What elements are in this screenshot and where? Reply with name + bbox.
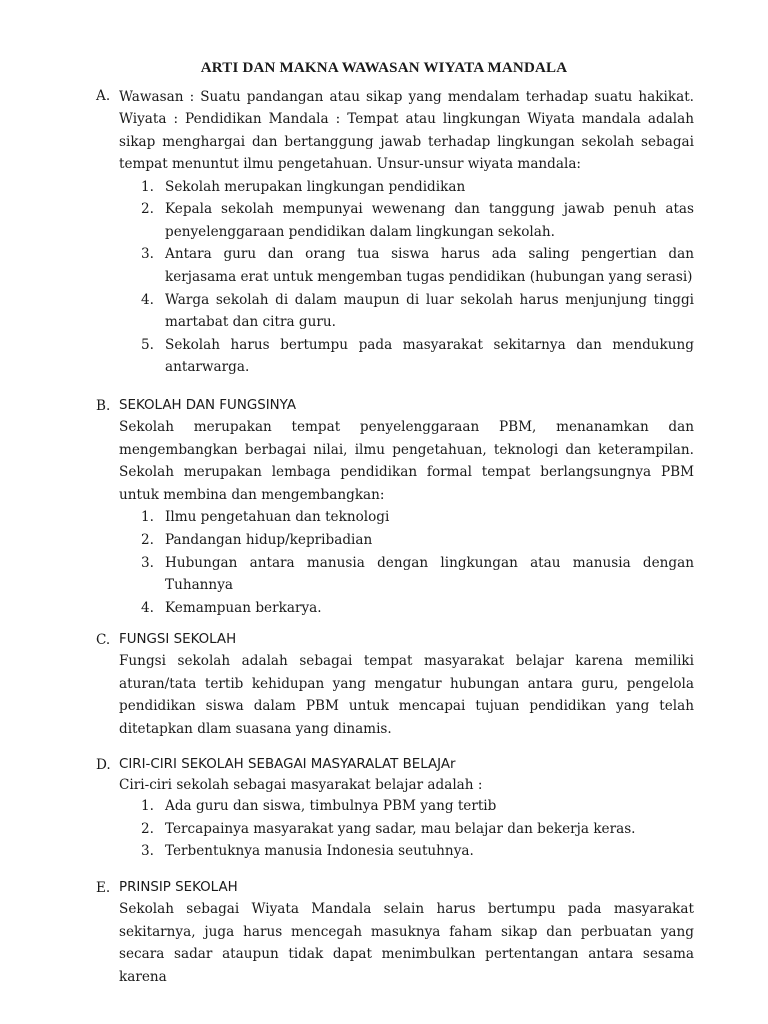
section-c: [96, 630, 694, 740]
list-item: [141, 176, 694, 199]
list-item: [141, 506, 694, 529]
list-item-number: 3.: [141, 843, 154, 860]
list-item-text: Warga sekolah di dalam maupun di luar sekolah harus menjunjung tinggi martabat dan citra guru.: [165, 291, 694, 331]
list-item-text: Hubungan antara manusia dengan lingkungan atau manusia dengan Tuhannya: [165, 554, 694, 594]
section-c-heading: FUNGSI SEKOLAH: [119, 632, 237, 647]
list-item-text: Tercapainya masyarakat yang sadar, mau belajar dan bekerja keras.: [165, 820, 636, 837]
list-item-text: Kepala sekolah mempunyai wewenang dan tanggung jawab penuh atas penyelenggaraan pendidikan dalam lingkungan sekolah.: [165, 201, 694, 240]
list-item-text: Sekolah harus bertumpu pada masyarakat sekitarnya dan mendukung antarwarga.: [165, 336, 694, 376]
list-item: [141, 795, 694, 818]
section-e-heading: PRINSIP SEKOLAH: [119, 880, 238, 895]
section-b-list: [96, 506, 694, 619]
list-item-text: Pandangan hidup/kepribadian: [165, 531, 373, 548]
list-item-number: 1.: [141, 798, 154, 814]
list-item-number: 3.: [141, 246, 154, 263]
list-item: [141, 198, 694, 243]
list-item: [141, 818, 694, 841]
section-a-intro: Wawasan : Suatu pandangan atau sikap yang mendalam terhadap suatu hakikat. Wiyata : Pendidikan Mandala : Tempat atau lingkungan Wiyata mandala adalah sikap menghargai dan bertanggung jawab terhadap lingkungan sekolah sebagai tempat menuntut ilmu pengetahuan. Unsur-unsur wiyata mandala:: [119, 89, 694, 173]
list-item-text: Kemampuan berkarya.: [165, 599, 322, 616]
section-e-letter: E.: [96, 880, 111, 896]
list-item: [141, 529, 694, 552]
list-item-text: Ada guru dan siswa, timbulnya PBM yang tertib: [165, 798, 497, 814]
section-c-head: [96, 630, 694, 650]
section-d-body: Ciri-ciri sekolah sebagai masyarakat belajar adalah :: [119, 777, 483, 793]
section-a-head: [96, 86, 694, 106]
section-d-letter: D.: [96, 757, 111, 773]
section-e-head: [96, 878, 694, 898]
list-item: [141, 289, 694, 334]
list-item-text: Terbentuknya manusia Indonesia seutuhnya.: [165, 843, 474, 860]
list-item: [141, 840, 694, 863]
list-item-number: 4.: [141, 291, 154, 308]
section-a-letter: A.: [96, 88, 111, 104]
section-b: [96, 396, 694, 619]
list-item: [141, 334, 694, 379]
section-b-body: Sekolah merupakan tempat penyelenggaraan PBM, menanamkan dan mengembangkan berbagai nilai, ilmu pengetahuan, teknologi dan keterampilan. Sekolah merupakan lembaga pendidikan formal tempat berlangsungnya PBM untuk membina dan mengembangkan:: [119, 419, 694, 503]
list-item-text: Ilmu pengetahuan dan teknologi: [165, 509, 390, 526]
section-c-body: Fungsi sekolah adalah sebagai tempat masyarakat belajar karena memiliki aturan/tata tertib kehidupan yang mengatur hubungan antara guru, pengelola pendidikan siswa dalam PBM untuk mencapai tujuan pendidikan yang telah ditetapkan dlam suasana yang dinamis.: [119, 653, 694, 737]
section-b-head: [96, 396, 694, 416]
list-item: [141, 552, 694, 597]
list-item-text: Antara guru dan orang tua siswa harus ada saling pengertian dan kerjasama erat untuk mengemban tugas pendidikan (hubungan yang serasi): [165, 246, 694, 285]
list-item-number: 3.: [141, 554, 154, 571]
section-d-heading: CIRI-CIRI SEKOLAH SEBAGAI MASYARALAT BELAJAr: [119, 757, 456, 772]
list-item-text: Sekolah merupakan lingkungan pendidikan: [165, 178, 466, 195]
list-item-number: 2.: [141, 820, 154, 837]
section-e: [96, 878, 694, 988]
list-item-number: 2.: [141, 201, 154, 218]
section-a: [96, 86, 694, 379]
document-title: ARTI DAN MAKNA WAWASAN WIYATA MANDALA: [200, 60, 568, 76]
list-item-number: 2.: [141, 531, 154, 548]
list-item-number: 4.: [141, 599, 154, 616]
list-item: [141, 243, 694, 288]
list-item-number: 5.: [141, 336, 154, 353]
section-b-letter: B.: [96, 398, 111, 414]
section-e-body: Sekolah sebagai Wiyata Mandala selain harus bertumpu pada masyarakat sekitarnya, juga harus mencegah masuknya faham sikap dan perbuatan yang secara sadar ataupun tidak dapat menimbulkan pertentangan antara sesama karena: [119, 901, 694, 985]
section-c-letter: C.: [96, 632, 111, 648]
section-b-heading: SEKOLAH DAN FUNGSINYA: [119, 398, 296, 413]
section-a-list: [96, 176, 694, 379]
section-d-head: [96, 755, 694, 775]
list-item-number: 1.: [141, 509, 154, 526]
list-item-number: 1.: [141, 178, 154, 195]
section-d-list: [96, 795, 694, 863]
list-item: [141, 597, 694, 620]
section-d: [96, 755, 694, 863]
